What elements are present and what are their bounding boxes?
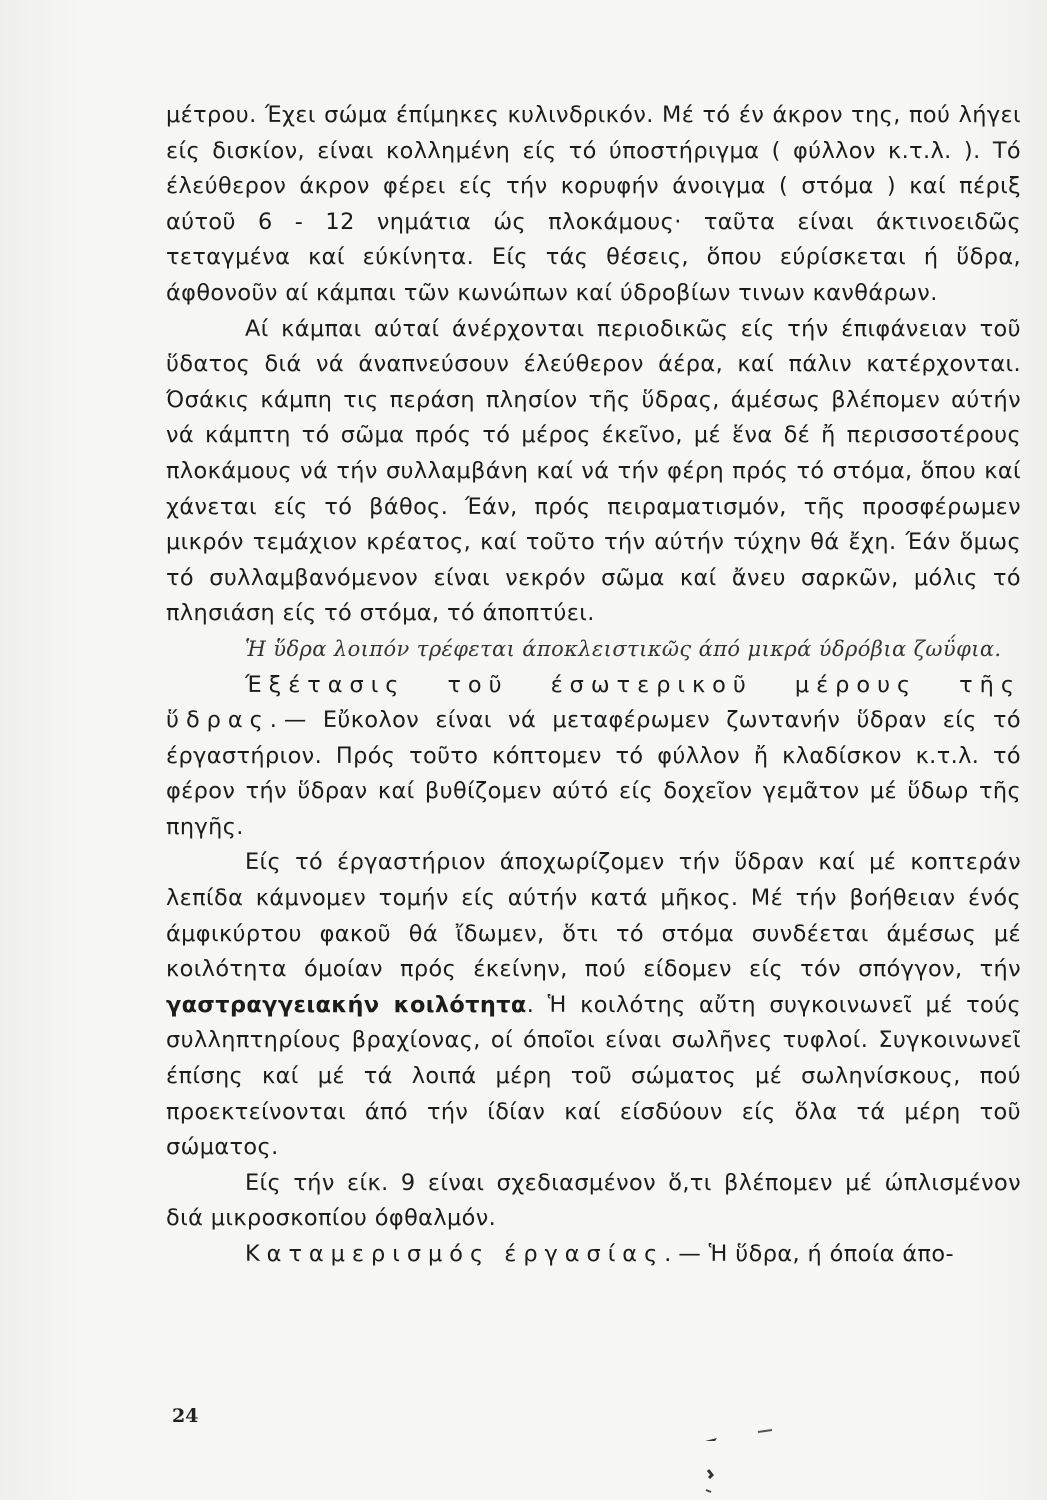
- paragraph-7: [166, 1237, 1021, 1273]
- body-text: [166, 98, 1021, 1273]
- bold-term-gastrovascular-cavity: γαστραγγειακήν κοιλότητα: [166, 991, 527, 1018]
- paragraph-5: [166, 845, 1021, 1165]
- paragraph-1: μέτρου. Έχει σώμα έπίμηκες κυλινδρικόν. Μέ τό έν άκρον της, πού λήγει είς δισκίον, είναι κολλημένη είς τό ύποστήριγμα ( φύλλον κ.τ.λ. ). Τό έλεύθερον άκρον φέρει είς τήν κορυφήν άνοιγμα ( στόμα ) καί πέριξ αύτοῦ 6 - 12 νημάτια ώς πλοκάμους· ταῦτα είναι άκτινοειδῶς τεταγμένα καί εύκίνητα. Είς τάς θέσεις, ὅπου εύρίσκεται ή ὕδρα, άφθονοῦν αί κάμπαι τῶν κωνώπων καί ύδροβίων τινων κανθάρων.: [166, 102, 1021, 306]
- page-number: 24: [172, 1405, 199, 1427]
- paragraph-2: Αί κάμπαι αύταί άνέρχονται περιοδικῶς είς τήν έπιφάνειαν τοῦ ὕδατος διά νά άναπνεύσουν έλεύθερον άέρα, καί πάλιν κατέρχονται. Όσάκις κάμπη τις περάση πλησίον τῆς ὕδρας, άμέσως βλέπομεν αύτήν νά κάμπτη τό σῶμα πρός τό μέρος έκεῖνο, μέ ἕνα δέ ἤ περισσοτέρους πλοκάμους νά τήν συλλαμβάνη καί νά τήν φέρη πρός τό στόμα, ὅπου καί χάνεται είς τό βάθος. Έάν, πρός πειραματισμόν, τῆς προσφέρωμεν μικρόν τεμάχιον κρέατος, καί τοῦτο τήν αύτήν τύχην θά ἔχη. Έάν ὅμως τό συλλαμβανόμενον είναι νεκρόν σῶμα καί ἄνευ σαρκῶν, μόλις τό πλησιάση είς τό στόμα, τό άποπτύει.: [166, 315, 1021, 627]
- section-heading-internal-examination: Έξέτασις τοῦ έσωτερικοῦ μέρους τῆς ὕδρας.: [166, 671, 1021, 734]
- paragraph-5-text-before: Είς τό έργαστήριον άποχωρίζομεν τήν ὕδραν καί μέ κοπτεράν λεπίδα κάμνομεν τομήν είς αύτήν κατά μῆκος. Μέ τήν βοήθειαν ένός άμφικύρτου φακοῦ θά ἴδωμεν, ὅτι τό στόμα συνδέεται άμέσως μέ κοιλότητα όμοίαν πρός έκείνην, πού είδομεν είς τόν σπόγγον, τήν: [166, 849, 1021, 983]
- section-heading-division-of-labor: Καταμερισμός έργασίας.: [245, 1241, 679, 1267]
- paragraph-4-text: — Εὔκολον είναι νά μεταφέρωμεν ζωντανήν ὕδραν είς τό έργαστήριον. Πρός τοῦτο κόπτομεν τό φύλλον ἤ κλαδίσκον κ.τ.λ. τό φέρον τήν ὕδραν καί βυθίζομεν αύτό είς δοχεῖον γεμᾶτον μέ ὕδωρ τῆς πηγῆς.: [166, 707, 1021, 840]
- ink-speck: [705, 1438, 717, 1441]
- ink-speck: [758, 1430, 772, 1432]
- ink-speck: [706, 1490, 711, 1492]
- paragraph-6: Είς τήν είκ. 9 είναι σχεδιασμένον ὅ,τι βλέπομεν μέ ώπλισμένον διά μικροσκοπίου όφθαλμόν.: [166, 1169, 1021, 1232]
- paragraph-5-text-after: . Ἡ κοιλότης αὔτη συγκοινωνεῖ μέ τούς συλληπτηρίους βραχίονας, οί όποῖοι είναι σωλῆνες τυφλοί. Συγκοινωνεῖ έπίσης καί μέ τά λοιπά μέρη τοῦ σώματος μέ σωληνίσκους, πού προεκτείνονται άπό τήν ίδίαν καί είσδύουν είς ὅλα τά μέρη τοῦ σώματος.: [166, 991, 1022, 1161]
- paragraph-7-text: — Ἡ ὕδρα, ή όποία άπο-: [678, 1241, 954, 1267]
- ink-speck: [708, 1470, 712, 1478]
- paragraph-3-italic-summary: Ἡ ὕδρα λοιπόν τρέφεται άποκλειστικῶς άπό μικρά ύδρόβια ζωΰφια.: [245, 636, 1002, 661]
- paragraph-4: [166, 668, 1021, 846]
